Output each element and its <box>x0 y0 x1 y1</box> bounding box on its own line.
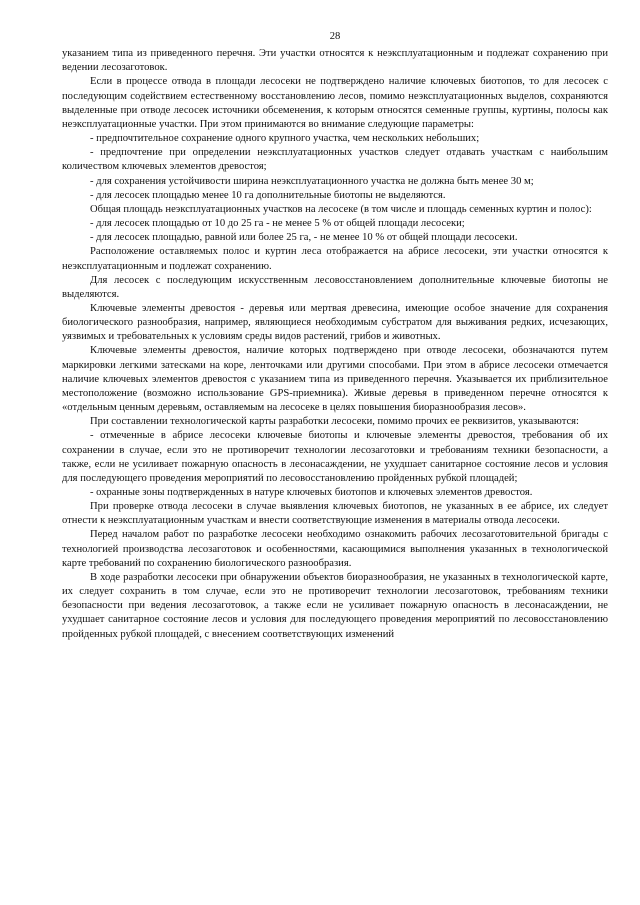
list-item: - для лесосек площадью, равной или более 25 га, - не менее 10 % от общей площади лесосеки. <box>90 232 518 244</box>
list-item: - для лесосек площадью от 10 до 25 га - не менее 5 % от общей площади лесосеки; <box>90 218 465 230</box>
paragraph-16: При проверке отвода лесосеки в случае выявления ключевых биотопов, не указанных в ее абрисе, их следует отнести к неэксплуатационным участкам и внести соответствующие изменения в материалы отвода лесосеки. <box>62 501 608 527</box>
paragraph-6: Общая площадь неэксплуатационных участков на лесосеке (в том числе и площадь семенных куртин и полос): <box>90 203 592 215</box>
list-item: - для сохранения устойчивости ширина неэксплуатационного участка не должна быть менее 30 м; <box>90 175 534 187</box>
paragraph-18: В ходе разработки лесосеки при обнаружении объектов биоразнообразия, не указанных в технологической карте, их следует сохранить в том случае, если это не противоречит технологии лесозаготовок, требованиям техники безопасности при ведения лесозаготовок, а также если не усиливает пожарную опасность в лесонасаждении, не ухудшает санитарное состояние лесов и условия для последующего проведения мероприятий по лесовосстановлению пройденных рубкой площадей, с внесением соответствующих изменений <box>62 571 608 640</box>
list-item: - отмеченные в абрисе лесосеки ключевые биотопы и ключевые элементы древостоя, требования об их сохранении в случае, если это не противоречит технологии лесозаготовки и требованиям техники безопасности, а также, если не усиливает пожарную опасность в лесонасаждении, не ухудшает санитарное состояние лесов и условия для последующего проведения мероприятий по лесовосстановлению пройденных рубкой площадей; <box>62 430 608 484</box>
document-page <box>62 30 608 642</box>
list-item: - предпочтение при определении неэксплуатационных участков следует отдавать участкам с наибольшим количеством ключевых элементов древостоя; <box>62 147 608 173</box>
list-item: - охранные зоны подтвержденных в натуре ключевых биотопов и ключевых элементов древостоя. <box>90 487 533 498</box>
page-number: 28 <box>329 31 341 42</box>
paragraph-11: Ключевые элементы древостоя - деревья или мертвая древесина, имеющие особое значение для сохранения биологического разнообразия, например, являющиеся необходимым субстратом для выживания редких, исчезающих, уязвимых и требовательных к условиям среды видов растений, грибов и животных. <box>62 302 608 343</box>
paragraph-10: Для лесосек с последующим искусственным лесовосстановлением дополнительные ключевые биотопы не выделяются. <box>62 274 608 300</box>
list-item: - предпочтительное сохранение одного крупного участка, чем нескольких небольших; <box>90 133 480 145</box>
list-item: - для лесосек площадью менее 10 га дополнительные биотопы не выделяются. <box>90 189 446 201</box>
paragraph-12: Ключевые элементы древостоя, наличие которых подтверждено при отводе лесосеки, обозначаются путем маркировки легкими затесками на коре, ленточками или другими способами. При этом в абрисе лесосеки отмечается наличие ключевых элементов древостоя с указанием типа из приведенного перечня. Указывается их приблизительное местоположение (возможно использование GPS-приемника). Живые деревья в приведенном перечне относятся к «отдельным ценным деревьям, оставляемым на лесосеке в целях повышения биоразнообразия лесов». <box>62 345 608 414</box>
paragraph-1: Если в процессе отвода в площади лесосеки не подтверждено наличие ключевых биотопов, то для лесосек с последующим содействием естественному восстановлению лесов, помимо неэксплуатационных выделов, сохраняются выделенные при отводе лесосек источники обсеменения, к которым относятся семенные группы, куртины, полосы как неэксплуатационные участки. При этом принимаются во внимание следующие параметры: <box>62 76 608 130</box>
paragraph-17: Перед началом работ по разработке лесосеки необходимо ознакомить рабочих лесозаготовительной бригады с технологией производства лесозаготовок и особенностями, касающимися выполнения указанных в технологической карте требований по сохранению биологического разнообразия. <box>62 529 608 569</box>
paragraph-9: Расположение оставляемых полос и куртин леса отображается на абрисе лесосеки, эти участки относятся к неэксплуатационным и подлежат сохранению. <box>62 246 608 272</box>
paragraph-0: указанием типа из приведенного перечня. Эти участки относятся к неэксплуатационным и подлежат сохранению при ведении лесозаготовок. <box>62 48 608 74</box>
paragraph-13: При составлении технологической карты разработки лесосеки, помимо прочих ее реквизитов, указываются: <box>90 416 579 428</box>
